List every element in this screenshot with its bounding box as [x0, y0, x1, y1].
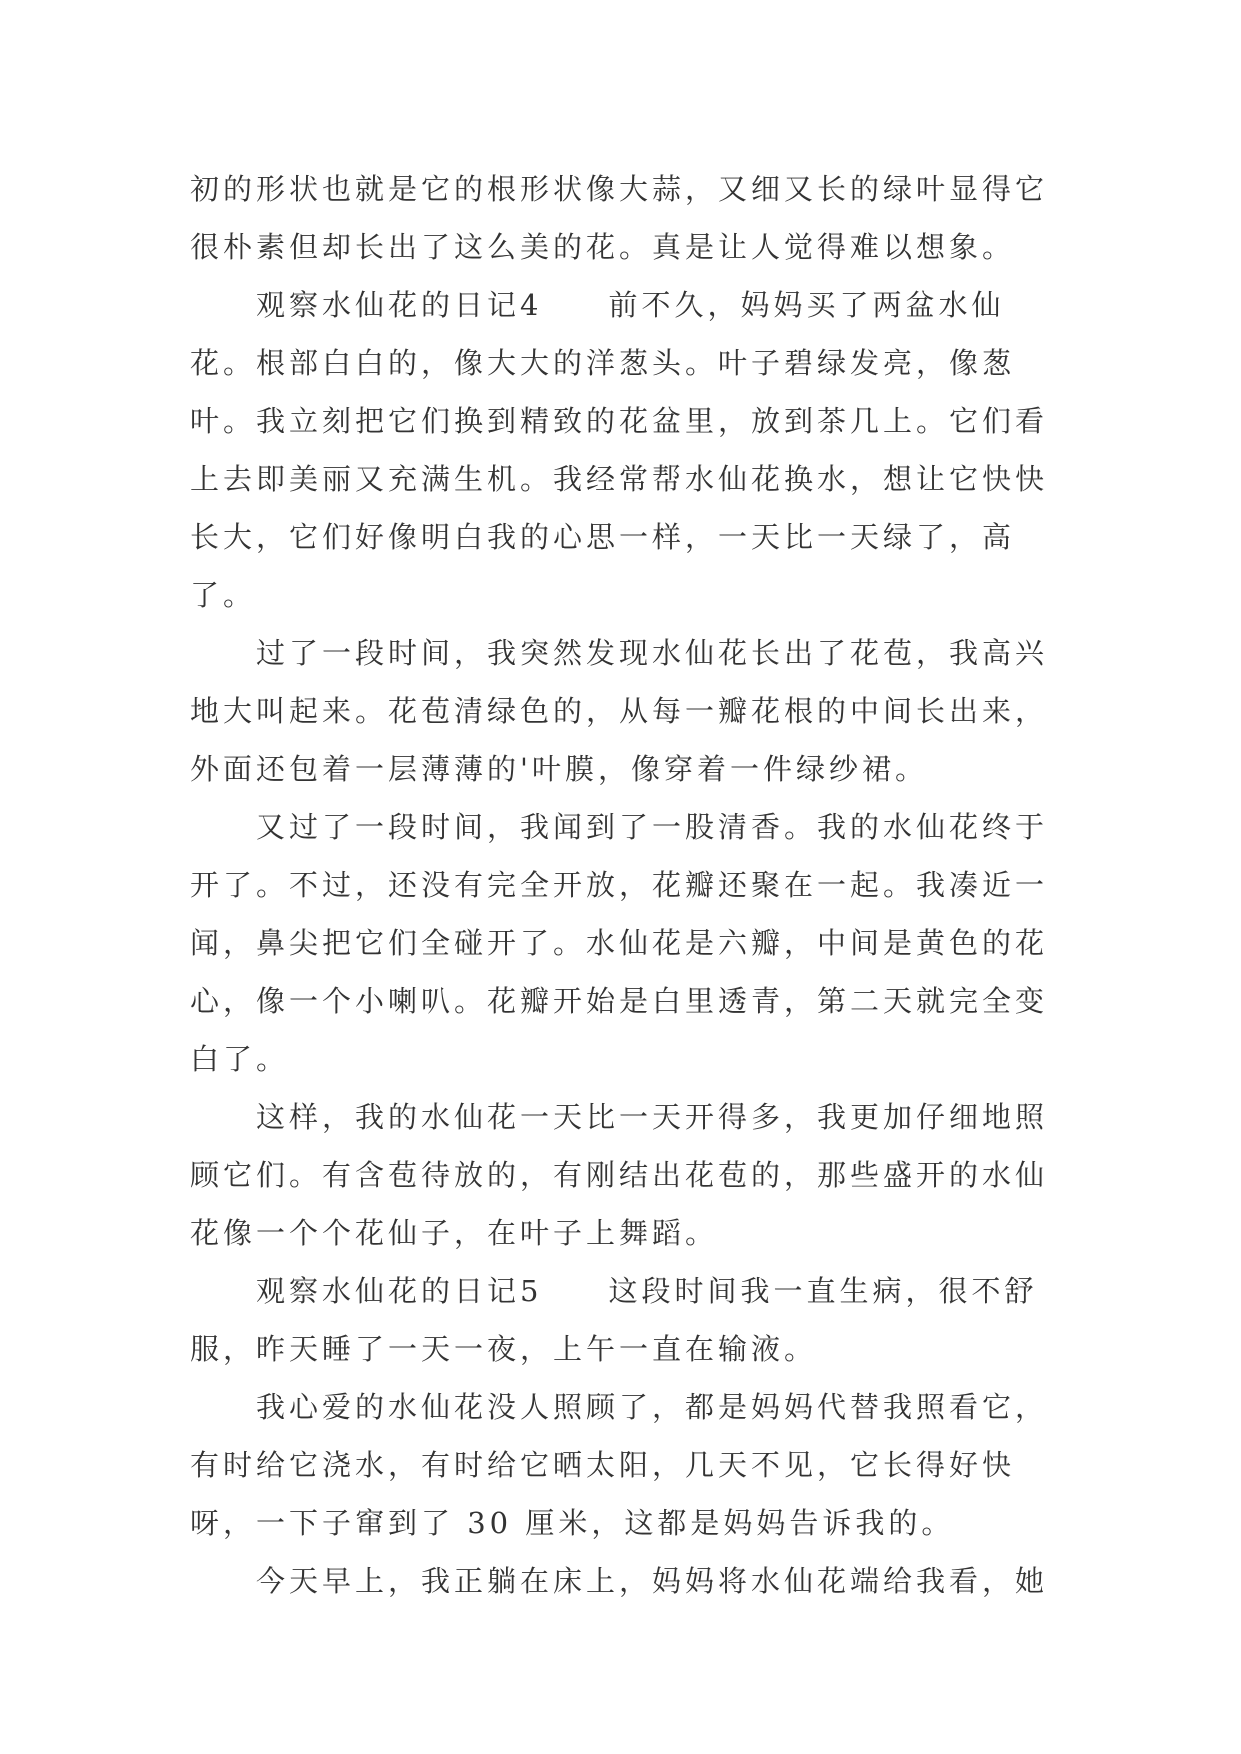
- paragraph-text: 过了一段时间，我突然发现水仙花长出了花苞，我高兴地大叫起来。花苞清绿色的，从每一瓣花根的中间长出来，外面还包着一层薄薄的'叶膜，像穿着一件绿纱裙。: [190, 636, 1049, 786]
- paragraph-text: 前不久，妈妈买了两盆水仙花。根部白白的，像大大的洋葱头。叶子碧绿发亮，像葱叶。我立刻把它们换到精致的花盆里，放到茶几上。它们看上去即美丽又充满生机。我经常帮水仙花换水，想让它快快长大，它们好像明白我的心思一样，一天比一天绿了，高了。: [190, 288, 1049, 612]
- paragraph-text: 今天早上，我正躺在床上，妈妈将水仙花端给我看，她: [256, 1564, 1049, 1598]
- paragraph-text: 初的形状也就是它的根形状像大蒜，又细又长的绿叶显得它很朴素但却长出了这么美的花。真是让人觉得难以想象。: [190, 172, 1049, 264]
- paragraph: [190, 798, 1055, 1088]
- paragraph-text: 这段时间我一直生病，很不舒服，昨天睡了一天一夜，上午一直在输液。: [190, 1274, 1038, 1366]
- paragraph: [190, 276, 1055, 624]
- diary-heading: 观察水仙花的日记4: [256, 288, 543, 322]
- diary-heading: 观察水仙花的日记5: [256, 1274, 543, 1308]
- paragraph: [190, 160, 1055, 276]
- paragraph-text: 我心爱的水仙花没人照顾了，都是妈妈代替我照看它，有时给它浇水，有时给它晒太阳，几天不见，它长得好快呀，一下子窜到了 30 厘米，这都是妈妈告诉我的。: [190, 1390, 1049, 1540]
- paragraph: [190, 1552, 1055, 1610]
- paragraph: [190, 624, 1055, 798]
- document-body: [190, 160, 1055, 1610]
- paragraph: [190, 1088, 1055, 1262]
- paragraph-text: 又过了一段时间，我闻到了一股清香。我的水仙花终于开了。不过，还没有完全开放，花瓣还聚在一起。我凑近一闻，鼻尖把它们全碰开了。水仙花是六瓣，中间是黄色的花心，像一个小喇叭。花瓣开始是白里透青，第二天就完全变白了。: [190, 810, 1049, 1076]
- paragraph: [190, 1262, 1055, 1378]
- paragraph: [190, 1378, 1055, 1552]
- paragraph-text: 这样，我的水仙花一天比一天开得多，我更加仔细地照顾它们。有含苞待放的，有刚结出花苞的，那些盛开的水仙花像一个个花仙子，在叶子上舞蹈。: [190, 1100, 1049, 1250]
